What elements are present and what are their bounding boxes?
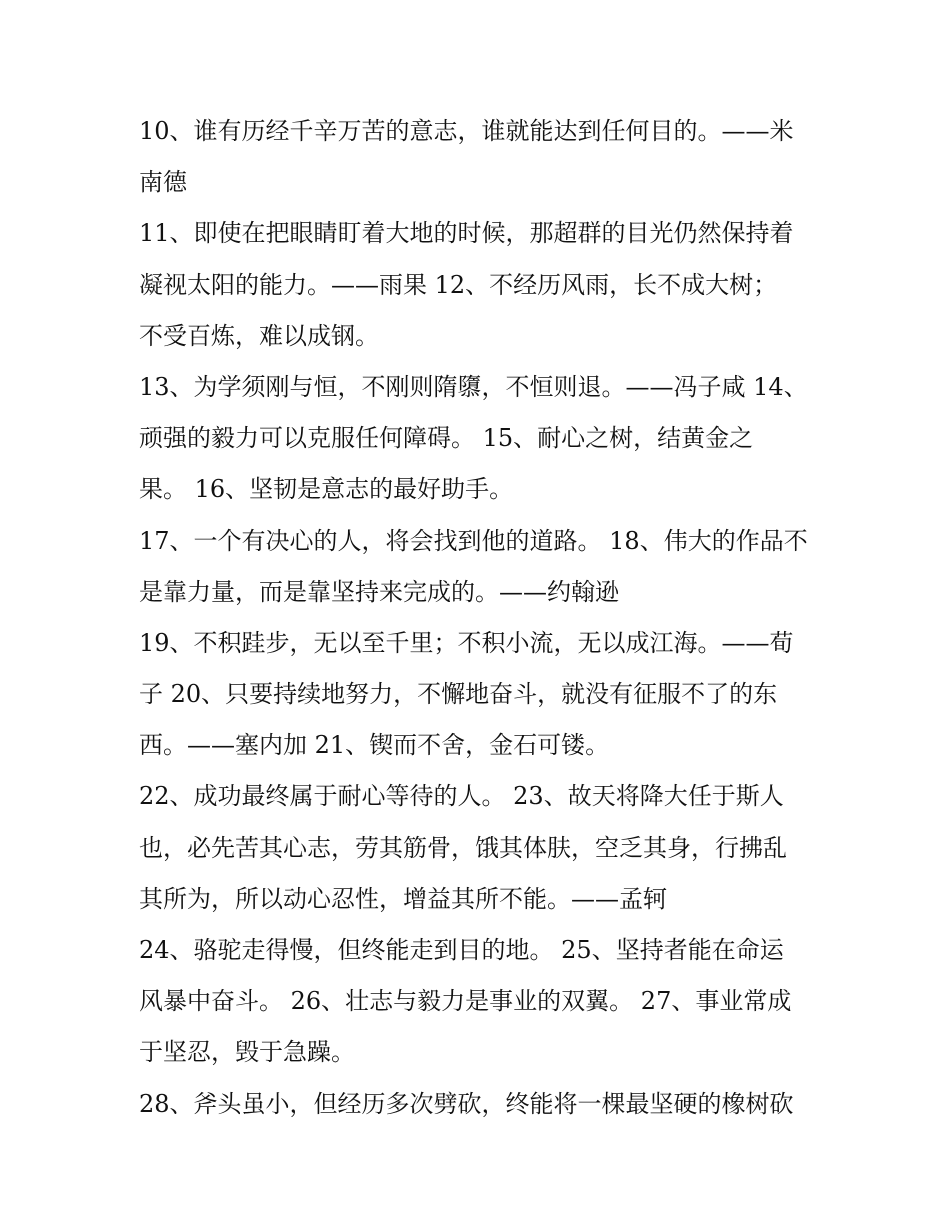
text-line: 也，必先苦其心志，劳其筋骨，饿其体肤，空乏其身，行拂乱 [139,833,787,862]
text-line: 南德 [139,168,187,197]
text-line: 于坚忍，毁于急躁。 [139,1038,355,1067]
text-line: 11、即使在把眼睛盯着大地的时候，那超群的目光仍然保持着 [139,219,794,248]
text-line: 果。 16、坚韧是意志的最好助手。 [139,475,514,504]
quote-text-block [139,106,819,1130]
text-line: 22、成功最终属于耐心等待的人。 23、故天将降大任于斯人 [139,782,784,811]
text-line: 是靠力量，而是靠坚持来完成的。——约翰逊 [139,577,619,606]
text-line: 24、骆驼走得慢，但终能走到目的地。 25、坚持者能在命运 [139,936,784,964]
text-line: 10、谁有历经千辛万苦的意志，谁就能达到任何目的。——米 [139,117,794,145]
text-line: 顽强的毅力可以克服任何障碍。 15、耐心之树，结黄金之 [139,424,754,453]
text-line: 子 20、只要持续地努力，不懈地奋斗，就没有征服不了的东 [139,680,778,709]
text-line: 凝视太阳的能力。——雨果 12、不经历风雨，长不成大树； [139,270,778,299]
text-line: 其所为，所以动心忍性，增益其所不能。——孟轲 [139,884,667,913]
text-line: 风暴中奋斗。 26、壮志与毅力是事业的双翼。 27、事业常成 [139,987,792,1016]
text-line: 28、斧头虽小，但经历多次劈砍，终能将一棵最坚硬的橡树砍 [139,1089,794,1118]
text-line: 13、为学须刚与恒，不刚则隋隳，不恒则退。——冯子咸 14、 [139,372,808,401]
text-line: 不受百炼，难以成钢。 [139,321,379,350]
text-line: 西。——塞内加 21、锲而不舍，金石可镂。 [139,731,610,760]
text-line: 17、一个有决心的人，将会找到他的道路。 18、伟大的作品不 [139,526,808,555]
text-line: 19、不积跬步，无以至千里；不积小流，无以成江海。——荀 [139,628,794,657]
